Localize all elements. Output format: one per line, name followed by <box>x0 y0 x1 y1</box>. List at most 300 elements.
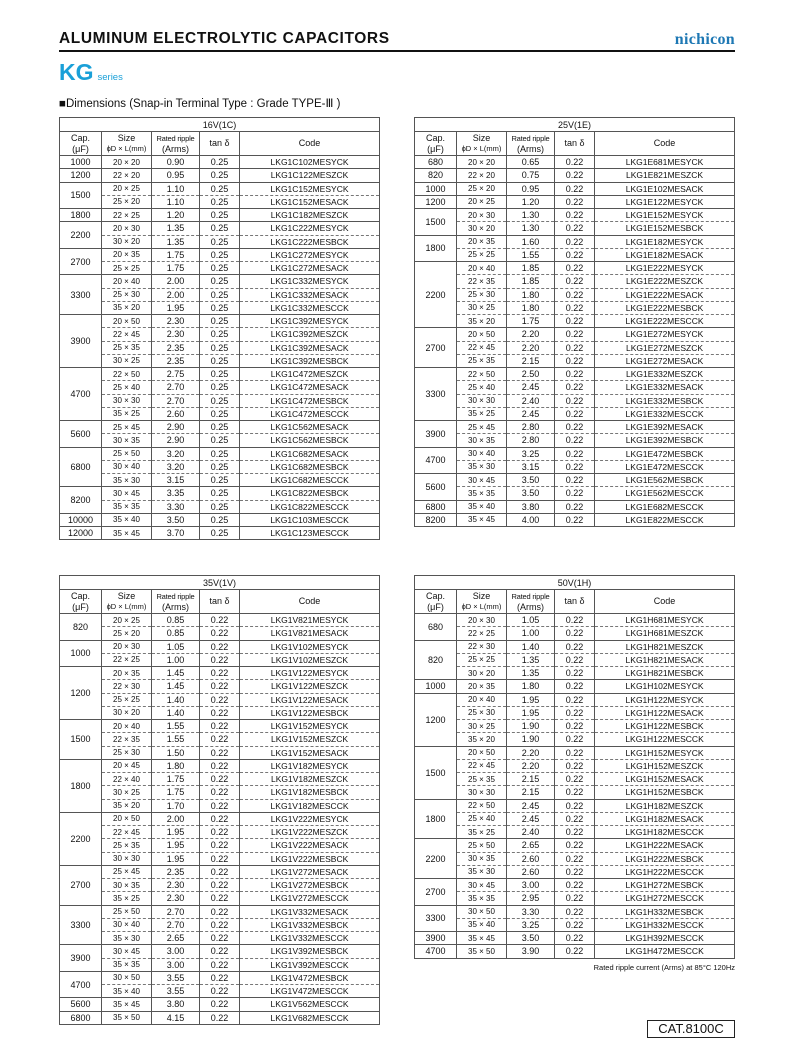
part-code: LKG1H182MESCCK <box>595 826 735 839</box>
table-row <box>415 627 735 640</box>
table-row <box>60 500 380 513</box>
ripple-value: 1.70 <box>152 799 200 812</box>
part-code: LKG1V182MESYCK <box>240 759 380 772</box>
tan-header-label: tan δ <box>209 596 230 607</box>
ripple-value: 3.35 <box>152 487 200 500</box>
ripple-value: 3.00 <box>152 945 200 958</box>
ripple-value: 1.45 <box>152 680 200 693</box>
cap-value: 2200 <box>415 839 457 879</box>
part-code: LKG1E222MESACK <box>595 288 735 301</box>
size-header-label: Size <box>472 591 491 602</box>
tan-value: 0.25 <box>200 527 240 540</box>
ripple-value: 2.80 <box>507 434 555 447</box>
size-value: 20 × 50 <box>102 315 152 328</box>
ripple-value: 1.55 <box>507 248 555 261</box>
size-value: 22 × 35 <box>457 275 507 288</box>
size-value: 30 × 20 <box>457 222 507 235</box>
size-value: 25 × 20 <box>102 195 152 208</box>
tan-value: 0.25 <box>200 209 240 222</box>
part-code: LKG1V152MESYCK <box>240 720 380 733</box>
cap-value: 2200 <box>415 262 457 328</box>
cap-value: 3300 <box>60 275 102 315</box>
table-row <box>415 918 735 931</box>
table-row <box>60 315 380 328</box>
ripple-value: 3.00 <box>152 958 200 971</box>
size-value: 35 × 40 <box>457 500 507 513</box>
part-code: LKG1C182MESZCK <box>240 209 380 222</box>
part-code: LKG1V272MESCCK <box>240 892 380 905</box>
cap-value: 5600 <box>415 474 457 501</box>
table-row <box>60 720 380 733</box>
header-rule <box>59 50 735 52</box>
part-code: LKG1E392MESACK <box>595 421 735 434</box>
part-code: LKG1E102MESACK <box>595 182 735 195</box>
ripple-value: 2.80 <box>507 421 555 434</box>
table-row <box>60 195 380 208</box>
size-value: 20 × 30 <box>457 614 507 627</box>
ripple-value: 2.70 <box>152 394 200 407</box>
cap-value: 2700 <box>415 328 457 368</box>
ripple-header <box>507 132 555 156</box>
table-row <box>415 812 735 825</box>
part-code: LKG1V332MESCCK <box>240 932 380 945</box>
cap-value: 5600 <box>60 998 102 1011</box>
table-row <box>60 513 380 526</box>
cap-header-unit: (μF) <box>72 143 89 154</box>
part-code: LKG1C152MESYCK <box>240 182 380 195</box>
ripple-value: 1.95 <box>152 826 200 839</box>
table-row <box>60 328 380 341</box>
ripple-value: 1.55 <box>152 733 200 746</box>
ripple-value: 1.95 <box>152 301 200 314</box>
tan-value: 0.22 <box>555 653 595 666</box>
part-code: LKG1V152MESACK <box>240 746 380 759</box>
ripple-header <box>152 590 200 614</box>
ripple-header-unit: (Arms) <box>517 143 544 154</box>
tan-value: 0.25 <box>200 169 240 182</box>
ripple-value: 2.20 <box>507 759 555 772</box>
size-value: 35 × 25 <box>457 826 507 839</box>
tan-value: 0.22 <box>555 693 595 706</box>
table-row <box>60 156 380 169</box>
table-row <box>60 680 380 693</box>
table-row <box>415 746 735 759</box>
ripple-header-unit: (Arms) <box>517 601 544 612</box>
tan-header <box>555 132 595 156</box>
ripple-value: 2.20 <box>507 328 555 341</box>
table-row <box>60 248 380 261</box>
tan-value: 0.25 <box>200 222 240 235</box>
tan-value: 0.22 <box>200 759 240 772</box>
tan-value: 0.22 <box>200 985 240 998</box>
cap-value: 4700 <box>415 447 457 474</box>
part-code: LKG1V122MESZCK <box>240 680 380 693</box>
tan-value: 0.22 <box>555 640 595 653</box>
part-code: LKG1E222MESCCK <box>595 315 735 328</box>
size-value: 20 × 35 <box>457 680 507 693</box>
cap-value: 1800 <box>60 759 102 812</box>
table-row <box>60 275 380 288</box>
table-row <box>60 786 380 799</box>
part-code: LKG1C822MESBCK <box>240 487 380 500</box>
size-value: 30 × 35 <box>102 434 152 447</box>
table-row <box>415 262 735 275</box>
ripple-value: 2.00 <box>152 275 200 288</box>
table-row <box>415 156 735 169</box>
ripple-value: 2.40 <box>507 394 555 407</box>
part-code: LKG1V332MESBCK <box>240 918 380 931</box>
table-row <box>60 812 380 825</box>
size-value: 30 × 25 <box>457 301 507 314</box>
tan-value: 0.22 <box>555 852 595 865</box>
table-row <box>60 865 380 878</box>
table-row <box>60 381 380 394</box>
ripple-value: 3.50 <box>507 487 555 500</box>
ripple-value: 2.35 <box>152 341 200 354</box>
size-value: 25 × 50 <box>102 905 152 918</box>
part-code: LKG1H222MESCCK <box>595 865 735 878</box>
ripple-header-label: Rated ripple <box>511 134 550 144</box>
tan-value: 0.22 <box>555 195 595 208</box>
tan-value: 0.22 <box>200 746 240 759</box>
tan-value: 0.22 <box>555 865 595 878</box>
cap-value: 1000 <box>60 156 102 169</box>
size-header-label: Size <box>117 133 136 144</box>
tan-value: 0.22 <box>555 945 595 958</box>
size-value: 20 × 25 <box>102 614 152 627</box>
cap-value: 3900 <box>415 932 457 945</box>
tan-value: 0.25 <box>200 500 240 513</box>
ripple-value: 2.60 <box>507 865 555 878</box>
tan-header <box>200 132 240 156</box>
part-code: LKG1H122MESCCK <box>595 733 735 746</box>
size-header <box>102 590 152 614</box>
part-code: LKG1C682MESACK <box>240 447 380 460</box>
size-value: 20 × 20 <box>457 156 507 169</box>
part-code: LKG1H122MESYCK <box>595 693 735 706</box>
size-value: 35 × 25 <box>102 892 152 905</box>
tan-value: 0.22 <box>200 865 240 878</box>
size-value: 20 × 40 <box>457 262 507 275</box>
table-row <box>415 169 735 182</box>
size-value: 25 × 30 <box>457 706 507 719</box>
size-value: 30 × 20 <box>457 667 507 680</box>
part-code: LKG1H821MESZCK <box>595 640 735 653</box>
table-row <box>415 852 735 865</box>
part-code: LKG1C682MESCCK <box>240 474 380 487</box>
part-code: LKG1V821MESACK <box>240 627 380 640</box>
size-header-label: Size <box>472 133 491 144</box>
part-code: LKG1H681MESZCK <box>595 627 735 640</box>
table-row <box>415 905 735 918</box>
size-header <box>457 590 507 614</box>
tan-value: 0.22 <box>555 500 595 513</box>
tan-value: 0.25 <box>200 341 240 354</box>
ripple-header-label: Rated ripple <box>156 592 195 602</box>
table-row <box>60 394 380 407</box>
table-row <box>60 985 380 998</box>
part-code: LKG1H392MESCCK <box>595 932 735 945</box>
ripple-value: 1.30 <box>507 209 555 222</box>
table-row <box>60 288 380 301</box>
tan-header <box>200 590 240 614</box>
size-value: 30 × 40 <box>102 918 152 931</box>
size-value: 20 × 30 <box>102 640 152 653</box>
tan-value: 0.22 <box>555 799 595 812</box>
table-row <box>60 627 380 640</box>
tan-value: 0.25 <box>200 262 240 275</box>
table-row <box>415 407 735 420</box>
voltage-header: 25V(1E) <box>415 118 735 132</box>
ripple-value: 2.45 <box>507 407 555 420</box>
part-code: LKG1H152MESBCK <box>595 786 735 799</box>
table-row <box>415 786 735 799</box>
size-value: 25 × 50 <box>457 839 507 852</box>
ripple-value: 1.50 <box>152 746 200 759</box>
table-row <box>60 879 380 892</box>
cap-header-label: Cap. <box>425 133 445 144</box>
size-value: 20 × 50 <box>457 328 507 341</box>
size-value: 35 × 20 <box>457 733 507 746</box>
size-value: 25 × 20 <box>102 627 152 640</box>
cap-value: 1200 <box>415 693 457 746</box>
ripple-value: 1.55 <box>152 720 200 733</box>
size-value: 20 × 40 <box>102 275 152 288</box>
table-row <box>60 759 380 772</box>
table-row <box>60 235 380 248</box>
table-row <box>415 826 735 839</box>
tan-value: 0.22 <box>555 513 595 526</box>
part-code: LKG1C332MESACK <box>240 288 380 301</box>
ripple-value: 2.95 <box>507 892 555 905</box>
part-code: LKG1E332MESACK <box>595 381 735 394</box>
cap-value: 4700 <box>60 368 102 421</box>
code-header <box>595 590 735 614</box>
size-value: 22 × 45 <box>457 759 507 772</box>
table-row <box>415 640 735 653</box>
part-code: LKG1E332MESBCK <box>595 394 735 407</box>
ripple-value: 2.90 <box>152 434 200 447</box>
tan-value: 0.22 <box>555 434 595 447</box>
table-row <box>60 839 380 852</box>
tan-value: 0.22 <box>200 733 240 746</box>
ripple-value: 2.45 <box>507 381 555 394</box>
ripple-value: 3.25 <box>507 918 555 931</box>
tan-value: 0.25 <box>200 381 240 394</box>
cap-value: 4700 <box>415 945 457 958</box>
ripple-value: 1.80 <box>507 301 555 314</box>
size-value: 25 × 30 <box>102 746 152 759</box>
table-row <box>415 474 735 487</box>
size-value: 22 × 45 <box>102 328 152 341</box>
tan-value: 0.25 <box>200 354 240 367</box>
ripple-value: 1.40 <box>152 706 200 719</box>
cap-value: 5600 <box>60 421 102 448</box>
part-code: LKG1V472MESBCK <box>240 971 380 984</box>
size-header-label: Size <box>117 591 136 602</box>
voltage-header: 50V(1H) <box>415 576 735 590</box>
tan-value: 0.22 <box>555 262 595 275</box>
tan-value: 0.22 <box>200 720 240 733</box>
size-value: 30 × 45 <box>457 879 507 892</box>
cap-value: 8200 <box>415 513 457 526</box>
table-row <box>415 460 735 473</box>
cap-value: 820 <box>415 169 457 182</box>
table-row <box>60 918 380 931</box>
size-value: 30 × 35 <box>457 434 507 447</box>
cap-value: 2200 <box>60 222 102 249</box>
tan-value: 0.22 <box>555 746 595 759</box>
ripple-value: 4.00 <box>507 513 555 526</box>
part-code: LKG1V562MESCCK <box>240 998 380 1011</box>
ripple-value: 2.00 <box>152 288 200 301</box>
table-row <box>415 209 735 222</box>
part-code: LKG1E472MESBCK <box>595 447 735 460</box>
size-value: 30 × 45 <box>457 474 507 487</box>
cap-value: 1500 <box>415 746 457 799</box>
part-code: LKG1H152MESACK <box>595 773 735 786</box>
part-code: LKG1H332MESBCK <box>595 905 735 918</box>
tan-value: 0.25 <box>200 434 240 447</box>
ripple-value: 2.70 <box>152 905 200 918</box>
size-value: 20 × 30 <box>457 209 507 222</box>
part-code: LKG1E272MESZCK <box>595 341 735 354</box>
part-code: LKG1E122MESYCK <box>595 195 735 208</box>
cap-header-unit: (μF) <box>427 601 444 612</box>
catalog-number: CAT.8100C <box>647 1020 735 1038</box>
ripple-value: 3.00 <box>507 879 555 892</box>
ripple-value: 3.50 <box>507 474 555 487</box>
cap-value: 1200 <box>60 169 102 182</box>
table-row <box>415 354 735 367</box>
table-row <box>60 474 380 487</box>
size-value: 35 × 30 <box>102 474 152 487</box>
table-row <box>60 706 380 719</box>
size-value: 20 × 35 <box>102 248 152 261</box>
size-value: 35 × 20 <box>102 799 152 812</box>
tan-value: 0.22 <box>555 918 595 931</box>
tan-value: 0.22 <box>555 394 595 407</box>
table-row <box>415 368 735 381</box>
table-row <box>60 262 380 275</box>
ripple-footnote: Rated ripple current (Arms) at 85°C 120Hz <box>593 963 735 972</box>
table-row <box>415 865 735 878</box>
part-code: LKG1V222MESACK <box>240 839 380 852</box>
size-value: 22 × 45 <box>102 826 152 839</box>
series-name: KG <box>59 59 94 85</box>
tan-value: 0.22 <box>555 667 595 680</box>
part-code: LKG1C222MESYCK <box>240 222 380 235</box>
tan-value: 0.22 <box>555 759 595 772</box>
part-code: LKG1E272MESACK <box>595 354 735 367</box>
ripple-value: 1.45 <box>152 667 200 680</box>
table-row <box>60 971 380 984</box>
cap-header <box>415 132 457 156</box>
tan-value: 0.25 <box>200 513 240 526</box>
size-value: 22 × 20 <box>102 169 152 182</box>
table-row <box>60 667 380 680</box>
size-value: 35 × 50 <box>457 945 507 958</box>
ripple-value: 2.75 <box>152 368 200 381</box>
ripple-value: 3.50 <box>152 513 200 526</box>
ripple-value: 0.95 <box>507 182 555 195</box>
size-value: 30 × 40 <box>457 447 507 460</box>
size-value: 30 × 30 <box>102 852 152 865</box>
ripple-value: 1.80 <box>507 680 555 693</box>
part-code: LKG1C103MESCCK <box>240 513 380 526</box>
size-value: 35 × 35 <box>457 892 507 905</box>
ripple-value: 3.15 <box>152 474 200 487</box>
cap-value: 8200 <box>60 487 102 514</box>
part-code: LKG1V182MESCCK <box>240 799 380 812</box>
tan-value: 0.22 <box>555 368 595 381</box>
part-code: LKG1H472MESCCK <box>595 945 735 958</box>
cap-value: 6800 <box>60 1011 102 1024</box>
size-value: 20 × 25 <box>457 195 507 208</box>
ripple-value: 3.30 <box>507 905 555 918</box>
tan-value: 0.22 <box>200 640 240 653</box>
size-value: 22 × 50 <box>457 799 507 812</box>
code-header-label: Code <box>298 596 321 607</box>
ripple-value: 3.15 <box>507 460 555 473</box>
size-value: 35 × 35 <box>102 958 152 971</box>
ripple-value: 1.85 <box>507 275 555 288</box>
cap-header-label: Cap. <box>70 133 90 144</box>
tan-value: 0.22 <box>200 892 240 905</box>
ripple-value: 1.90 <box>507 720 555 733</box>
tan-value: 0.25 <box>200 235 240 248</box>
ripple-value: 2.00 <box>152 812 200 825</box>
tan-value: 0.22 <box>200 1011 240 1024</box>
ripple-value: 0.90 <box>152 156 200 169</box>
size-value: 20 × 45 <box>102 759 152 772</box>
tan-value: 0.22 <box>200 971 240 984</box>
part-code: LKG1V392MESBCK <box>240 945 380 958</box>
size-value: 25 × 25 <box>457 653 507 666</box>
tan-value: 0.22 <box>555 407 595 420</box>
tan-value: 0.22 <box>200 773 240 786</box>
table-row <box>60 958 380 971</box>
tan-value: 0.22 <box>555 812 595 825</box>
tan-value: 0.22 <box>555 614 595 627</box>
ripple-value: 1.05 <box>152 640 200 653</box>
cap-value: 680 <box>415 614 457 641</box>
tan-value: 0.22 <box>555 733 595 746</box>
ripple-value: 1.95 <box>507 693 555 706</box>
size-value: 30 × 45 <box>102 945 152 958</box>
part-code: LKG1H122MESBCK <box>595 720 735 733</box>
size-header <box>102 132 152 156</box>
page-title: ALUMINUM ELECTROLYTIC CAPACITORS <box>59 30 390 47</box>
size-value: 30 × 45 <box>102 487 152 500</box>
size-value: 30 × 50 <box>457 905 507 918</box>
code-header <box>240 590 380 614</box>
part-code: LKG1E152MESBCK <box>595 222 735 235</box>
table-row <box>60 905 380 918</box>
size-value: 25 × 30 <box>457 288 507 301</box>
ripple-value: 2.30 <box>152 879 200 892</box>
table-16v <box>59 117 380 540</box>
tan-value: 0.22 <box>555 275 595 288</box>
size-value: 22 × 25 <box>102 653 152 666</box>
ripple-value: 1.35 <box>152 222 200 235</box>
tan-value: 0.25 <box>200 182 240 195</box>
cap-value: 2700 <box>60 248 102 275</box>
cap-value: 680 <box>415 156 457 169</box>
table-row <box>415 328 735 341</box>
tan-value: 0.22 <box>200 653 240 666</box>
size-value: 22 × 45 <box>457 341 507 354</box>
